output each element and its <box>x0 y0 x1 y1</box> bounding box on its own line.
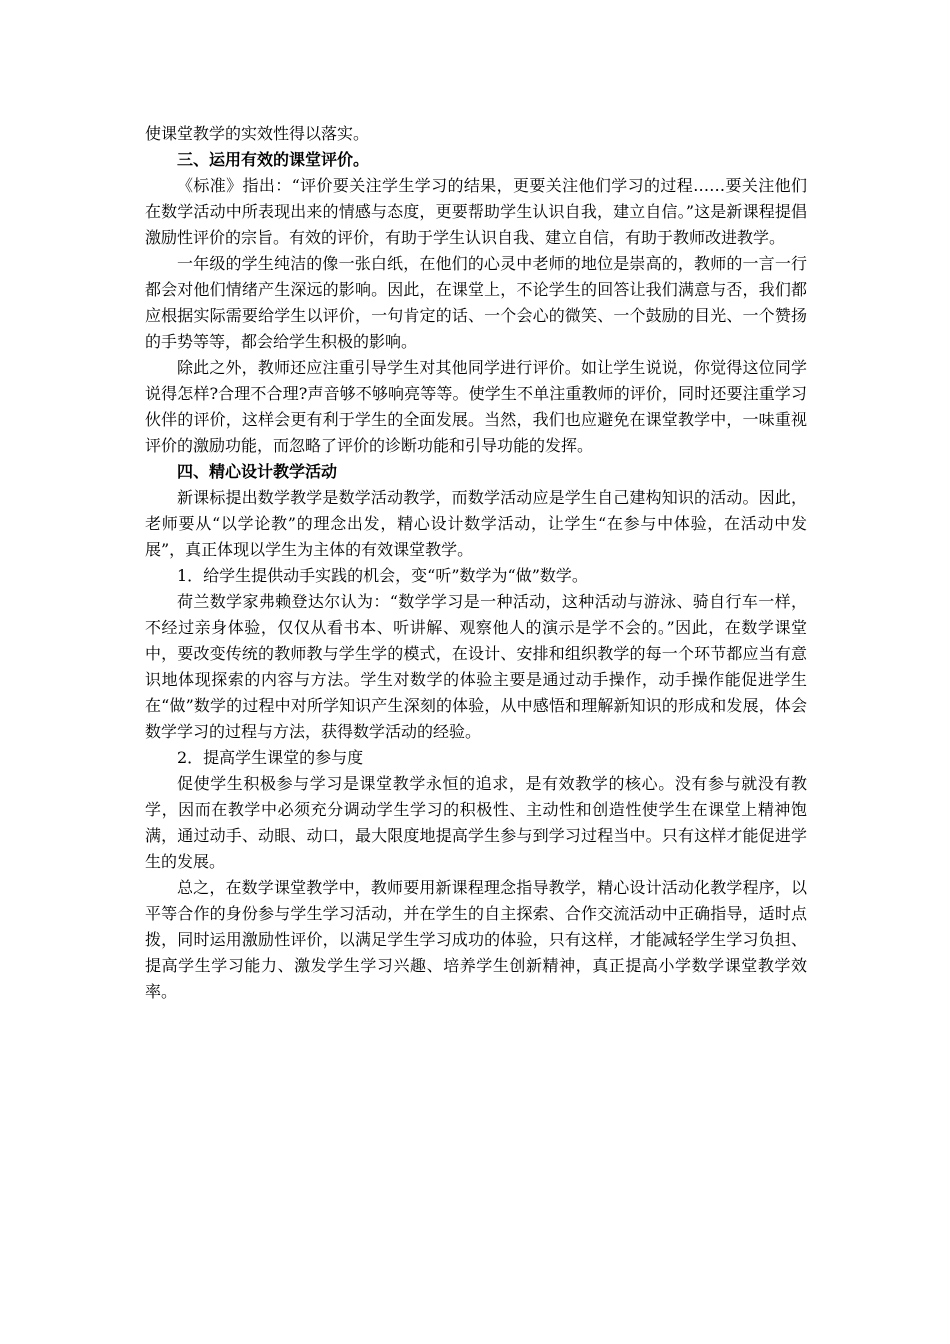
subheading-participation: 2．提高学生课堂的参与度 <box>177 748 364 767</box>
subheading-hands-on: 1．给学生提供动手实践的机会，变“听”数学为“做”数学。 <box>177 566 588 585</box>
paragraph-new-curriculum: 新课标提出数学教学是数学活动教学，而数学活动应是学生自己建构知识的活动。因此，老师要从“以学论教”的理念出发，精心设计数学活动，让学生“在参与中体验，在活动中发展”，真正体现以学生为主体的有效课堂教学。 <box>145 488 807 559</box>
section-heading-evaluation: 三、运用有效的课堂评价。 <box>177 150 370 169</box>
paragraph-standard-quote: 《标准》指出：“评价要关注学生学习的结果，更要关注他们学习的过程……要关注他们在数学活动中所表现出来的情感与态度，更要帮助学生认识自我，建立自信。”这是新课程提倡激励性评价的宗旨。有效的评价，有助于学生认识自我、建立自信，有助于教师改进教学。 <box>145 176 807 247</box>
paragraph-conclusion: 总之，在数学课堂教学中，教师要用新课程理念指导教学，精心设计活动化教学程序，以平等合作的身份参与学生学习活动，并在学生的自主探索、合作交流活动中正确指导，适时点拨，同时运用激励性评价，以满足学生学习成功的体验，只有这样，才能减轻学生学习负担、提高学生学习能力、激发学生学习兴趣、培养学生创新精神，真正提高小学数学课堂教学效率。 <box>145 878 807 1001</box>
paragraph-peer-evaluation: 除此之外，教师还应注重引导学生对其他同学进行评价。如让学生说说，你觉得这位同学说得怎样?合理不合理?声音够不够响亮等等。使学生不单注重教师的评价，同时还要注重学习伙伴的评价，这样会更有利于学生的全面发展。当然，我们也应避免在课堂教学中，一味重视评价的激励功能，而忽略了评价的诊断功能和引导功能的发挥。 <box>145 358 807 455</box>
paragraph-participation: 促使学生积极参与学习是课堂教学永恒的追求，是有效教学的核心。没有参与就没有教学，因而在教学中必须充分调动学生学习的积极性、主动性和创造性使学生在课堂上精神饱满，通过动手、动眼、动口，最大限度地提高学生参与到学习过程当中。只有这样才能促进学生的发展。 <box>145 774 807 871</box>
document-page <box>145 121 807 1005</box>
paragraph-first-grade: 一年级的学生纯洁的像一张白纸，在他们的心灵中老师的地位是崇高的，教师的一言一行都会对他们情绪产生深远的影响。因此，在课堂上，不论学生的回答让我们满意与否，我们都应根据实际需要给学生以评价，一句肯定的话、一个会心的微笑、一个鼓励的目光、一个赞扬的手势等等，都会给学生积极的影响。 <box>145 254 807 351</box>
paragraph-freudenthal: 荷兰数学家弗赖登达尔认为：“数学学习是一种活动，这种活动与游泳、骑自行车一样，不经过亲身体验，仅仅从看书本、听讲解、观察他人的演示是学不会的。”因此，在数学课堂中，要改变传统的教师教与学生学的模式，在设计、安排和组织教学的每一个环节都应当有意识地体现探索的内容与方法。学生对数学的体验主要是通过动手操作，动手操作能促进学生在“做”数学的过程中对所学知识产生深刻的体验，从中感悟和理解新知识的形成和发展，体会数学学习的过程与方法，获得数学活动的经验。 <box>145 592 807 741</box>
paragraph-continuation: 使课堂教学的实效性得以落实。 <box>145 124 370 143</box>
section-heading-activities: 四、精心设计教学活动 <box>177 462 338 481</box>
